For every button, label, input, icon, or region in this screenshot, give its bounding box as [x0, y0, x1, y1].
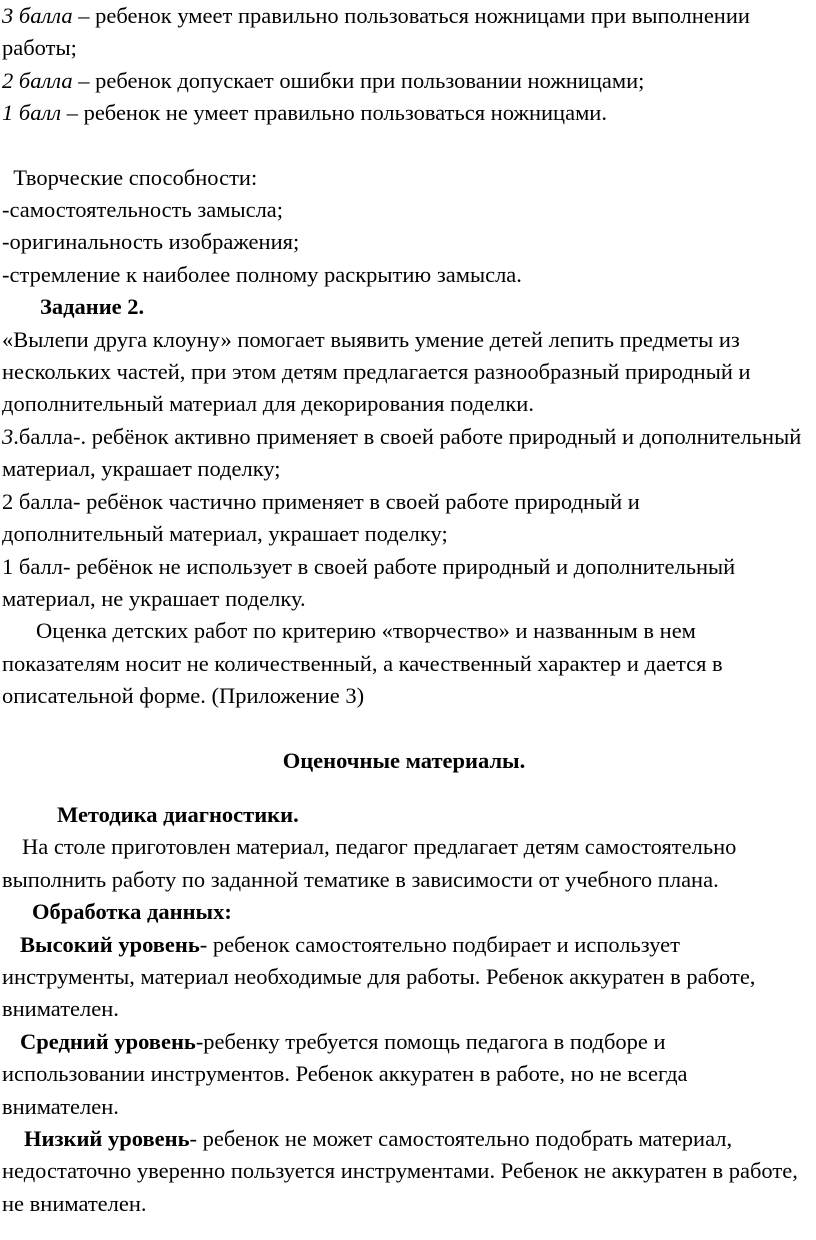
level-text: -ребенку требуется помощь педагога в подборе и использовании инструментов. Ребенок аккуратен в работе, но не всегда внимателен. [2, 1028, 688, 1119]
score-text: – ребенок умеет правильно пользоваться ножницами при выполнении работы; [2, 3, 750, 61]
level-low [2, 1123, 806, 1220]
score-number: 3 [2, 423, 14, 449]
level-label: Высокий уровень [20, 931, 200, 957]
level-label: Низкий уровень [24, 1126, 190, 1151]
creative-item: -стремление к наиболее полному раскрытию замысла. [2, 261, 522, 287]
method-text: На столе приготовлен материал, педагог предлагает детям самостоятельно выполнить работу по заданной тематике в зависимости от учебного плана. [2, 834, 737, 892]
level-text: - ребенок самостоятельно подбирает и использует инструменты, материал необходимые для работы. Ребенок аккуратен в работе, внимателен. [2, 931, 756, 1022]
task2-intro: «Вылепи друга клоуну» помогает выявить умение детей лепить предметы из нескольких частей, при этом детям предлагается разнообразный природный и дополнительный материал для декорирования поделки. [2, 326, 751, 417]
score-label: 3 балла [2, 3, 73, 28]
score-line-3 [2, 0, 806, 65]
score-text: .балла-. ребёнок активно применяет в своей работе природный и дополнительный материал, украшает поделку; [2, 423, 802, 482]
level-label: Средний уровень [20, 1028, 196, 1054]
task2-title: Задание 2. [40, 294, 145, 320]
level-medium [2, 1026, 806, 1123]
task2-score3 [2, 421, 806, 486]
level-text: - ребенок не может самостоятельно подобрать материал, недостаточно уверенно пользуется инструментами. Ребенок не аккуратен в работе, не внимателен. [2, 1126, 798, 1216]
method-title: Методика диагностики. [57, 801, 299, 827]
processing-title: Обработка данных: [32, 899, 232, 925]
score-label: 2 балла [2, 67, 73, 93]
score-line-1 [2, 97, 806, 129]
score-label: 1 балл [2, 100, 62, 126]
assessment-title: Оценочные материалы. [282, 747, 526, 773]
evaluation-paragraph: Оценка детских работ по критерию «творчество» и названным в нем показателям носит не количественный, а качественный характер и дается в описательной форме. (Приложение 3) [2, 618, 723, 709]
score-text: – ребенок не умеет правильно пользоваться ножницами. [61, 100, 607, 126]
creative-item: -оригинальность изображения; [2, 229, 300, 255]
creative-item: -самостоятельность замысла; [2, 197, 284, 223]
creative-heading: Творческие способности: [2, 164, 258, 190]
score-line-2 [2, 65, 806, 97]
task2-score1: 1 балл- ребёнок не использует в своей работе природный и дополнительный материал, не украшает поделку. [2, 553, 736, 611]
task2-score2: 2 балла- ребёнок частично применяет в своей работе природный и дополнительный материал, украшает поделку; [2, 488, 640, 547]
score-text: – ребенок допускает ошибки при пользовании ножницами; [72, 67, 645, 93]
level-high [2, 929, 806, 1026]
